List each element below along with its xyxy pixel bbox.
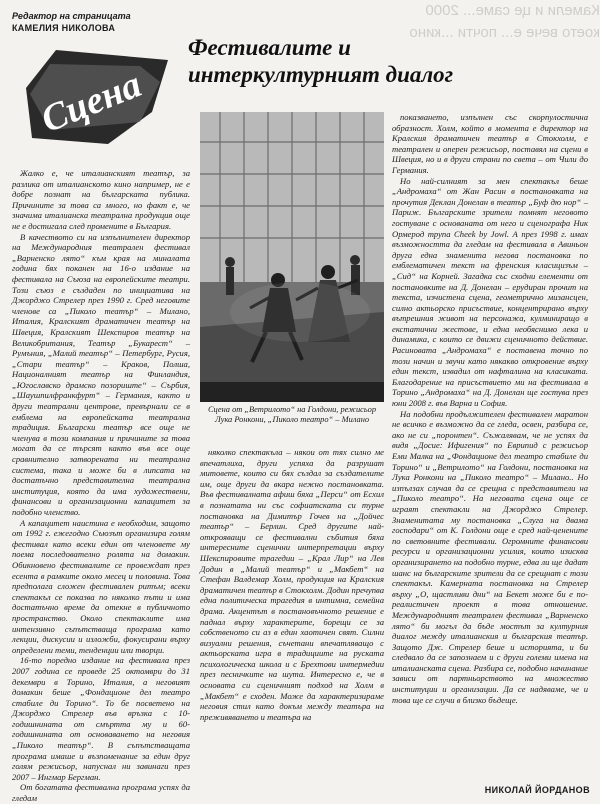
paragraph: 16-то поредно издание на фестивала през 2007 година се проведе 25 октомври до 31 декември в Торино, Италия, а неговият домакин беше „Фондационе дел театро стабиле ди Торино“. То бе посветено на Джорджо Стрелер във връзка с 10-годишнината от смъртта му и 60-годишнината от основаването на неговия „Пиколо театър“. В съпътстващата програма имаше и възпоменание за един друг голям режисьор, напуснал ни завинаги през 2007 – Ингмар Бергман.	[12, 655, 190, 782]
paragraph: В качеството си на изпълнителен директор на Международния театрален фестивал „Варненско лято“ към края на миналата година бях поканен на 16-о издание на фестивала на Съюза на европейските театри. Този съюз е създаден по инициатива на Джорджо Стрелер през 1990 г. Сред неговите членове са „Пиколо театър“ – Милано, Италия, Кралският драматичен театър на Швеция, Кралският Шекспиров театър на Великобритания, Театър „Букарест“ – Румъния, „Малий театър“ – Петербург, Русия, „Стари театър“ – Краков, Полша, Националният театър на Финландия, „Югославско драмско позориште“ – Сърбия, „Шаушпилфранкфурт“ – Германия, както и други театрални центрове, превърнали се в емблема на европейската театрална традиция. Български театър все още не членува в този компания и причините за това могат да се търсят както във все още сравнително затворената ни театрална система, така и може би в липсата на достатъчно представителна театрална институция, която да има художествени, финансови и организационни капацитет за подобно членство.	[12, 231, 190, 517]
editor-name: КАМЕЛИЯ НИКОЛОВА	[12, 23, 116, 33]
article-column-2	[200, 447, 384, 782]
photo-caption: Сцена от „Ветрилото“ на Голдони, режисьор Лука Ронкони, „Пиколо театро“ – Милано	[207, 405, 377, 424]
editor-role: Редактор на страницата	[12, 11, 131, 21]
article-column-3	[392, 112, 588, 780]
paragraph: На подобни продължителен фестивален маратон не всичко е възможно да се гледа, освен, разбира се, ако не си „поронтен“. Съжалявам, че не успях да видя „Досие: Ифигения“ по Еврипид с режисьор Еми Малка на „Фондационе дел театро стабиле ди Торино“ и „Ветрилото“ на Голдони, постановка на Лука Ронкони на „Пиколо театро“ – Милано.. Но изпълзах случая да се срещна с представители на „Пиколо театро“. На неговата сцена още се играят спектакли на Джорджо Стрелер. Знаменитата му постановка „Слуга на двама господари“ от К. Голдони още е сред най-ценените по световните фестивали. Огромните финансови ресурси и организационни усилия, които изисква организирането на подобно турне, едва ли ще дадат шанс на българските зрители да се срещнат с този спектакъл. Камерната постановка на Стрелер върху „О, щастливи дни“ на Бекет може би е по-реалистичен проект в това отношение. Международният театрален фестивал „Варненско лято“ би могъл да бъде мостът за културния диалог между италианския и българския театър. Защото Дж. Стрелер беше и историята, и би следвало да се запознаем и с други големи имена на италианската сцена. Разбира се, подобно начинание зависи от партньорството на множество институции и организации. Да се надяваме, че и това ще се случи в близко бъдеще.	[392, 408, 588, 705]
article-author: НИКОЛАЙ ЙОРДАНОВ	[484, 785, 590, 795]
paragraph: От богатата фестивална програма успях да гледам	[12, 782, 190, 804]
rubric-text: Сцена	[35, 63, 148, 141]
paragraph: няколко спектакъла – някои от тях силно ме впечатлиха, други успяха да разрушат митовете, които си бях създал за създателите им, още други да вкара нежно постановката. Във фестивалната афиш бяха „Перси“ от Есхил в познатата ни със софиатската си турне постановка на Димитър Гочев на „Дойчес театър“ – Берлин. Сред другите най-открояващи се фестивални събития бяха интересните сценични интерпретации върху Шекспировите трагедии – „Крал Лир“ на Лев Додин в „Малий театър“ и „Макбет“ на Стефан Валдемар Холм, продукция на Кралския драматичен театър в Стокхолм. Додин пречупва една политическа трагедия в интимна, семейна драма. Акцентът в постановъчното решение е паднал върху характерите, борещи се за собственото си аз в един хаотичен свят. Силни визуални решения, съчетани впечатляващо с актьорската игра в традициите на руската психологическа школа и с Брехтови интермедии през песничките на шута. Интересно е, че в основата си сценичният подход на Холм в „Макбет“ е сходен. Може да характеризираме неговия стил като докъм между театъра на преживяването и театъра на	[200, 447, 384, 722]
paragraph: Жалко е, че италианският театър, за разлика от италианското кино например, не е добре познат на българската публика. Причините за това са много, но факт е, че значима италианска театрална продукция още не е достигала след промените в България.	[12, 168, 190, 231]
rubric-badge	[20, 42, 170, 152]
article-headline: Фестивалите и интеркултурният диалог	[188, 35, 454, 87]
stage-photo-image	[200, 112, 384, 402]
page-editor-credit	[12, 10, 172, 34]
stage-photo	[200, 112, 384, 402]
paragraph: Но най-силният за мен спектакъл беше „Андромаха“ от Жан Расин в постановката на прочутия Деклан Донелан в театър „Буф дю нор“ – Париж. Българските зрители помнят неговото гостуване с основаната от него и сценографа Ник Ормерод трупа Cheek by Jowl. А през 1998 г. имах възможността да гледам на фестивала в Авиньон друга една знаменита негова постановка по емблематичен текст на френския класицизъм – „Сид“ на Корней. Загадка със сходни елементи от постановките на Д. Донелан – ерудиран прочит на текста, изчистена сцена, геометрично мизансцен, силно актьорско присъствие, концентрирано върху вътрешния живот на персонажа, кулминиращо в екстатични жестове, и една необяснимо лека и динамика, с които се движи сценичното действие. Расиновата „Андромаха“ е поставена точно по този начин и звучи като някакво откровение върху един текст, извадил от нафталина на класиката. Благодарение на присъствието ми на фестивала в Торино „Андромаха“ на Д. Донелан ще гостува през юни 2008 г. във Варна и София.	[392, 175, 588, 409]
bleed-through-text: Камели и це саме... 2000 което вече е... почти ...кино	[409, 2, 600, 41]
paragraph: А капацитет наистина е необходим, защото от 1992 г. ежегодно Съюзът организира голям фестивал като всеки един от членовете му поема последователно ролята на домакин. Обикновено фестивалите се провеждат през есента в рамките около месец и половина. Това предполага сложен фестивален ритъм; всеки спектакъл се показва по няколко пъти и има достатъчно време да отекне в публичното пространство. Около спектаклите има интензивно съпътстваща програма като лекции, дискусии и изложби, фокусирани върху определени теми, тенденции или творци.	[12, 517, 190, 655]
article-column-1	[12, 168, 190, 804]
paragraph: показването, изпълнен със скорпулостична образност. Холм, който в момента е директор на Кралския драматичен театър в Стокхолм, е театрален и оперен режисьор, поставял на сцени в Швеция, но и в други страни по света – от Чили до Германия.	[392, 112, 588, 175]
